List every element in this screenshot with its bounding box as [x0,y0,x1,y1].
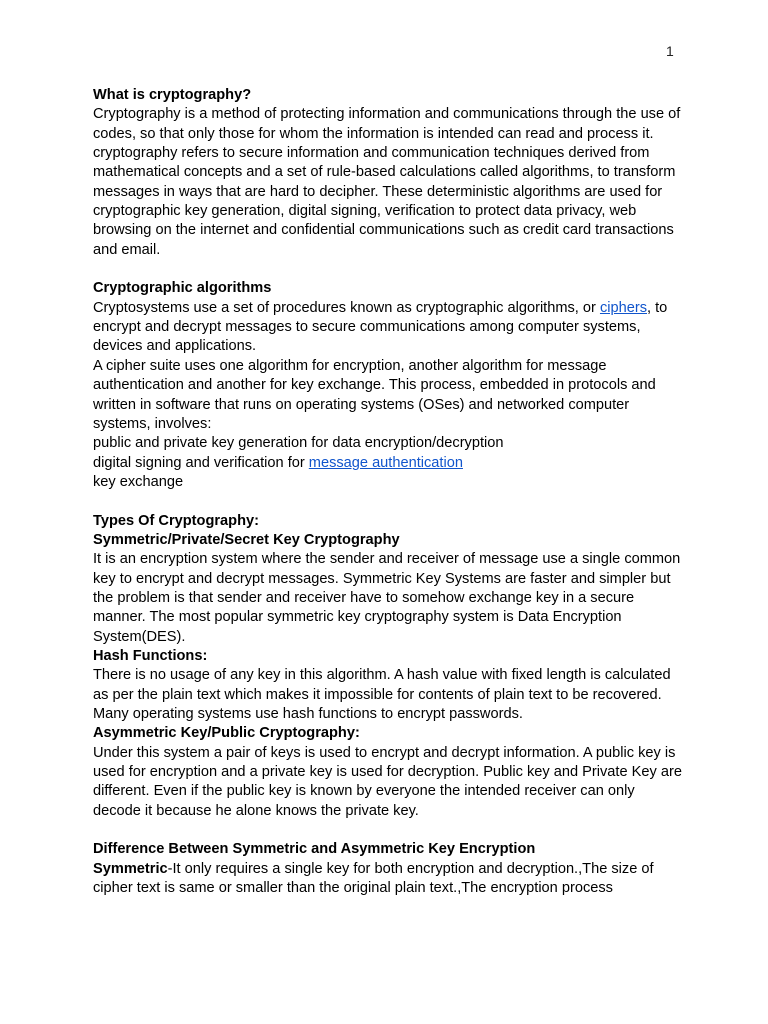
paragraph: Cryptography is a method of protecting information and communications through the use of codes, so that only those for whom the information is intended can read and process it. [93,106,681,142]
message-authentication-link[interactable]: message authentication [308,454,463,471]
spacer [93,821,683,840]
ciphers-link[interactable]: ciphers [599,299,647,316]
text: -It only requires a single key for both encryption and decryption.,The size of cipher text is same or smaller than the original plain text.,The encryption process [93,860,654,897]
list-item: key exchange [93,473,184,490]
paragraph: Under this system a pair of keys is used to encrypt and decrypt information. A public key is used for encryption and a private key is used for decryption. Public key and Private Key are different. Even if the public key is known by everyone the intended receiver can only decode it because he alone knows the private key. [93,744,682,819]
symmetric-label: Symmetric [93,860,168,877]
paragraph: A cipher suite uses one algorithm for encryption, another algorithm for message authentication and another for key exchange. This process, embedded in protocols and written in software that runs on operating systems (OSes) and networked computer systems, involves: [93,357,656,432]
spacer [93,260,683,279]
paragraph [93,860,683,899]
text: digital signing and verification for [93,454,309,471]
text: , to encrypt and decrypt messages to secure communications among computer systems, devices and applications. [93,299,668,355]
text: Cryptosystems use a set of procedures known as cryptographic algorithms, or [93,299,600,316]
paragraph: There is no usage of any key in this algorithm. A hash value with fixed length is calculated as per the plain text which makes it impossible for contents of plain text to be recovered. Many operating systems use hash functions to encrypt passwords. [93,667,671,722]
list-item [93,454,683,473]
heading-what-is-cryptography: What is cryptography? [93,87,252,103]
paragraph: cryptography refers to secure information and communication techniques derived from mathematical concepts and a set of rule-based calculations called algorithms, to transform messages in ways that are hard to decipher. These deterministic algorithms are used for cryptographic key generation, digital signing, verification to protect data privacy, web browsing on the internet and confidential communications such as credit card transactions and email. [93,145,676,258]
heading-asymmetric: Asymmetric Key/Public Cryptography: [93,725,360,742]
heading-symmetric: Symmetric/Private/Secret Key Cryptography [93,531,400,548]
paragraph [93,299,683,357]
heading-difference: Difference Between Symmetric and Asymmetric Key Encryption [93,841,536,858]
paragraph: It is an encryption system where the sender and receiver of message use a single common key to encrypt and decrypt messages. Symmetric Key Systems are faster and simpler but the problem is that sender and receiver have to somehow exchange key in a secure manner. The most popular symmetric key cryptography system is Data Encryption System(DES). [93,551,681,645]
heading-hash-functions: Hash Functions: [93,647,208,664]
page-number: 1 [666,43,674,59]
list-item: public and private key generation for data encryption/decryption [93,435,504,452]
spacer [93,492,683,511]
heading-cryptographic-algorithms: Cryptographic algorithms [93,280,272,297]
heading-types-of-cryptography: Types Of Cryptography: [93,512,259,529]
document-body [93,86,683,898]
